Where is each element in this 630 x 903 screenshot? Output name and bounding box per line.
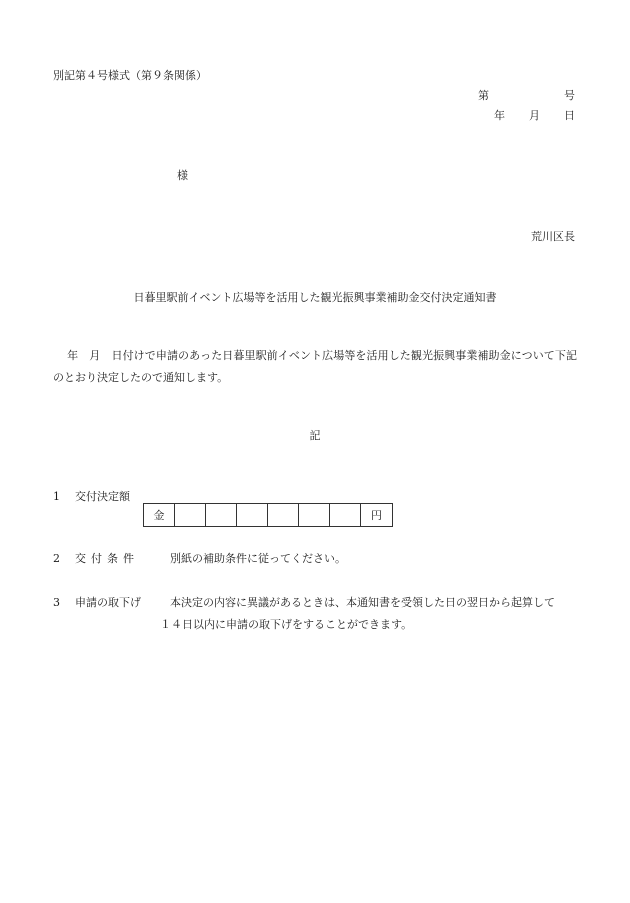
number-prefix: 第 [478,89,489,102]
item-text: 別紙の補助条件に従ってください。 [170,552,346,565]
amount-digit-cell [268,504,299,526]
item-number: 2 [53,552,60,565]
body-text: 年 月 日付けで申請のあった日暮里駅前イベント広場等を活用した観光振興事業補助金について下記のとおり決定したので通知します。 [53,349,577,384]
item-grant-amount [53,488,130,504]
item-label: 交付決定額 [75,490,130,503]
document-title: 日暮里駅前イベント広場等を活用した観光振興事業補助金交付決定通知書 [133,291,497,304]
body-paragraph [53,345,577,389]
form-label: 別記第４号様式（第９条関係） [53,69,207,82]
item-number: 3 [53,596,60,609]
number-suffix: 号 [564,89,575,102]
item-conditions [53,550,346,566]
amount-suffix-cell: 円 [371,509,382,522]
date-year: 年 [494,109,505,122]
amount-digit-cell [330,504,361,526]
sender-name: 荒川区長 [531,230,575,243]
item-withdrawal [53,592,577,636]
date-day: 日 [564,109,575,122]
amount-prefix-cell: 金 [144,504,175,526]
item-text-line1: 本決定の内容に異議があるときは、本通知書を受領した日の翌日から起算して [170,596,555,609]
document-date [494,107,575,123]
document-number [478,87,575,103]
item-label: 申請の取下げ [75,596,141,609]
item-label: 交付条件 [75,552,139,565]
addressee-honorific: 様 [177,169,188,182]
amount-digit-cell [237,504,268,526]
amount-digit-cell [299,504,330,526]
amount-box [143,503,393,527]
date-month: 月 [529,109,540,122]
item-text-line2: １４日以内に申請の取下げをすることができます。 [160,618,413,631]
amount-digit-cell [206,504,237,526]
ki-heading: 記 [309,429,321,442]
item-number: 1 [53,490,60,503]
amount-digit-cell [175,504,206,526]
